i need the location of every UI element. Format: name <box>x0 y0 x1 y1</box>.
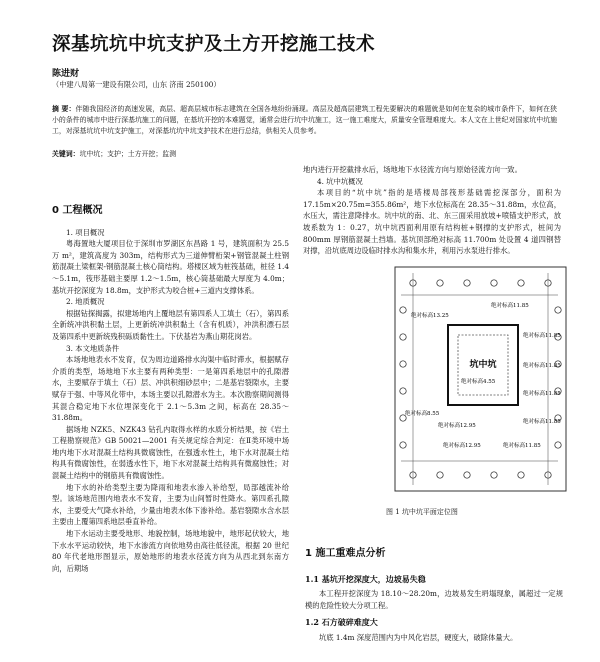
s1-text: 粤海置地大厦项目位于深圳市罗湖区东昌路 1 号，建筑面积为 25.5 万 m²，建筑高度为 303m，结构形式为三道伸臂桁架+钢管混凝土柱钢筋混凝土梁框架-钢筋混凝土核心筒结构。塔楼区域为桩筏基础，桩径 1.4～5.1m，筏形基础主要厚 1.2～1.5m，核心筒基础最大厚度为 4.0m；基坑开挖深度为 18.8m，支护形式为咬合桩+三道内支撑体系。 <box>52 239 289 295</box>
section-1-1-text: 本工程开挖深度为 18.10～28.20m，边坡易发生坍塌现象，属超过一定规模的危险性较大分项工程。 <box>305 589 563 610</box>
section-1-2-title: 1.2 石方破碎难度大 <box>305 617 378 627</box>
pile-circle <box>400 361 406 367</box>
elev-label: 绝对标高11.85 <box>523 363 561 369</box>
s3-title: 3. 本文地质条件 <box>66 343 120 353</box>
left-column <box>52 205 289 574</box>
section-1-heading: 1 施工重难点分析 <box>305 548 386 559</box>
pile-circle <box>464 472 470 478</box>
pile-circle <box>518 472 524 478</box>
elev-label: 绝对标高11.85 <box>523 391 561 397</box>
s2-text: 根据钻探揭露，拟建场地内上覆地层有第四系人工填土（石），第四系全新统冲洪积黏土层，上更新统冲洪积黏土（含有机质），冲洪积漂石层及第四系中更新统残积砾质黏性土。下伏基岩为燕山期花岗岩。 <box>52 308 289 341</box>
s3-text: 本场地地表水不发育，仅为周边道路排水沟渠中临时滞水，根据赋存介质的类型，场地地下水主要有两种类型：一是第四系地层中的孔隙潜水，主要赋存于填土（石）层、冲洪积细砂层中；二是基岩裂隙水，主要赋存于强、中等风化带中，本场主要以孔隙潜水为主。本次勘察期间测得其混合稳定地下水位埋深变化于 2.1～5.3m 之间，标高在 28.35～31.88m。 <box>52 355 289 423</box>
pile-circle <box>555 442 561 448</box>
pile-circle <box>400 307 406 313</box>
s2-title: 2. 地质概况 <box>66 297 105 307</box>
elev-label: 绝对标高8.55 <box>405 411 440 417</box>
abstract-text: 伴随我国经济的高速发展，高层、超高层城市标志建筑在全国各地纷纷涌现。高层及超高层建筑工程先要解决的难题就是如何在复杂的城市条件下，如何在狭小的条件的城市中进行深基坑施工的问题，在基坑开挖的本难题觉，通常会进行坑中坑施工，这一施工难度大，质量安全管理难度大。本人文在上世纪对国家坑中坑施工，对深基坑坑中坑支护施工，对深基坑坑中坑支护技术在进行总结，供相关人员参考。 <box>52 105 557 135</box>
pile-circle <box>491 472 497 478</box>
elev-label: 绝对标高11.85 <box>523 419 561 425</box>
pile-circle <box>400 388 406 394</box>
keywords <box>52 148 557 158</box>
pile-circle <box>518 280 524 286</box>
abstract <box>52 104 557 137</box>
elev-label: 绝对标高13.25 <box>411 313 449 319</box>
elev-label: 绝对标高4.55 <box>461 379 496 385</box>
right-top-text: 地内进行开挖截排水后，场地地下水径流方向与原始径流方向一致。 <box>303 165 522 174</box>
figure-caption: 图 1 坑中坑平面定位图 <box>386 508 458 516</box>
abstract-label: 摘 要： <box>52 105 76 113</box>
author-name: 陈进财 <box>52 69 80 79</box>
pile-circle <box>555 307 561 313</box>
pile-circle <box>491 280 497 286</box>
s1-title: 1. 项目概况 <box>66 227 105 237</box>
s3-text2: 据场地 NZK5、NZK43 钻孔内取得水样的水质分析结果，按《岩土工程勘察规范》GB 50021—2001 有关规定综合判定：在Ⅱ类环境中场地内地下水对混凝土结构具微腐蚀性，在强透水性土，地下水对混凝土结构具有微腐蚀性，在弱透水性下，地下水对混凝土结构具有微腐蚀性；对混凝土结构中的钢筋具有微腐蚀性。 <box>52 424 289 481</box>
elev-label: 绝对标高12.95 <box>438 423 476 429</box>
pile-circle <box>437 280 443 286</box>
pile-circle <box>400 334 406 340</box>
author-affiliation: （中建八局第一建设有限公司，山东 济南 250100） <box>52 80 221 89</box>
pile-circle <box>464 280 470 286</box>
s3-text4: 地下水运动主要受地形、地貌控制，场地地貌中，地形起伏较大，地下水水平运动较快，地下水渗流方向依地势由高往低径流，根据 20 世纪 80 年代老地形图显示，原始地形的地表水径流方向为从西北到东南方向，后期场 <box>52 529 289 573</box>
paper-title: 深基坑坑中坑支护及土方开挖施工技术 <box>52 34 376 55</box>
section-1-1-title: 1.1 基坑开挖深度大，边坡易失稳 <box>305 574 426 584</box>
right-column-top <box>303 164 561 257</box>
s4-text: 本项目的“坑中坑”指的是塔楼局部筏形基础需挖深部分，面积为 17.15m×20.75m=355.86m²，地下水位标高在 28.35～31.88m，水位高，水压大，需注意降排水。坑中坑的南、北、东三面采用放坡+喷锚支护形式，放坡系数为 1：0.27，坑中坑西面利用原有结构桩+钢撑的支护形式，桩间为 800mm 厚钢筋混凝土挡墙。基坑顶部绝对标高 11.700m 处设置 4 道四钢替对撑，沿坑底周边设临时排水沟和集水井，利用污水泵进行排水。 <box>303 188 561 256</box>
s4-title: 4. 坑中坑概况 <box>317 176 363 186</box>
section-0-heading: 0 工程概况 <box>52 205 103 216</box>
pit-label: 坑中坑 <box>469 360 497 370</box>
pile-circle <box>437 472 443 478</box>
elev-label: 绝对标高12.95 <box>443 443 481 449</box>
elev-label: 绝对标高11.85 <box>491 303 529 309</box>
elev-label: 绝对标高11.85 <box>523 333 561 339</box>
elev-label: 绝对标高11.85 <box>503 443 541 449</box>
figure-1-pit-plan <box>388 265 573 493</box>
keywords-label: 关键词： <box>52 150 80 158</box>
keywords-text: 坑中坑；支护；土方开挖；监测 <box>79 150 177 158</box>
s3-text3: 地下水的补给类型主要为降雨和地表水渗入补给型，局部越流补给型。该场地范围内地表水不发育，主要为山间暂时性降水。第四系孔隙水，主要受大气降水补给，少量由地表水体下渗补给。基岩裂隙水含水层主要由上覆第四系地层垂直补给。 <box>52 482 289 527</box>
pile-circle <box>400 442 406 448</box>
section-1-2-text: 坑底 1.4m 深度范围内为中风化岩层，硬度大，破除体量大。 <box>319 633 518 642</box>
